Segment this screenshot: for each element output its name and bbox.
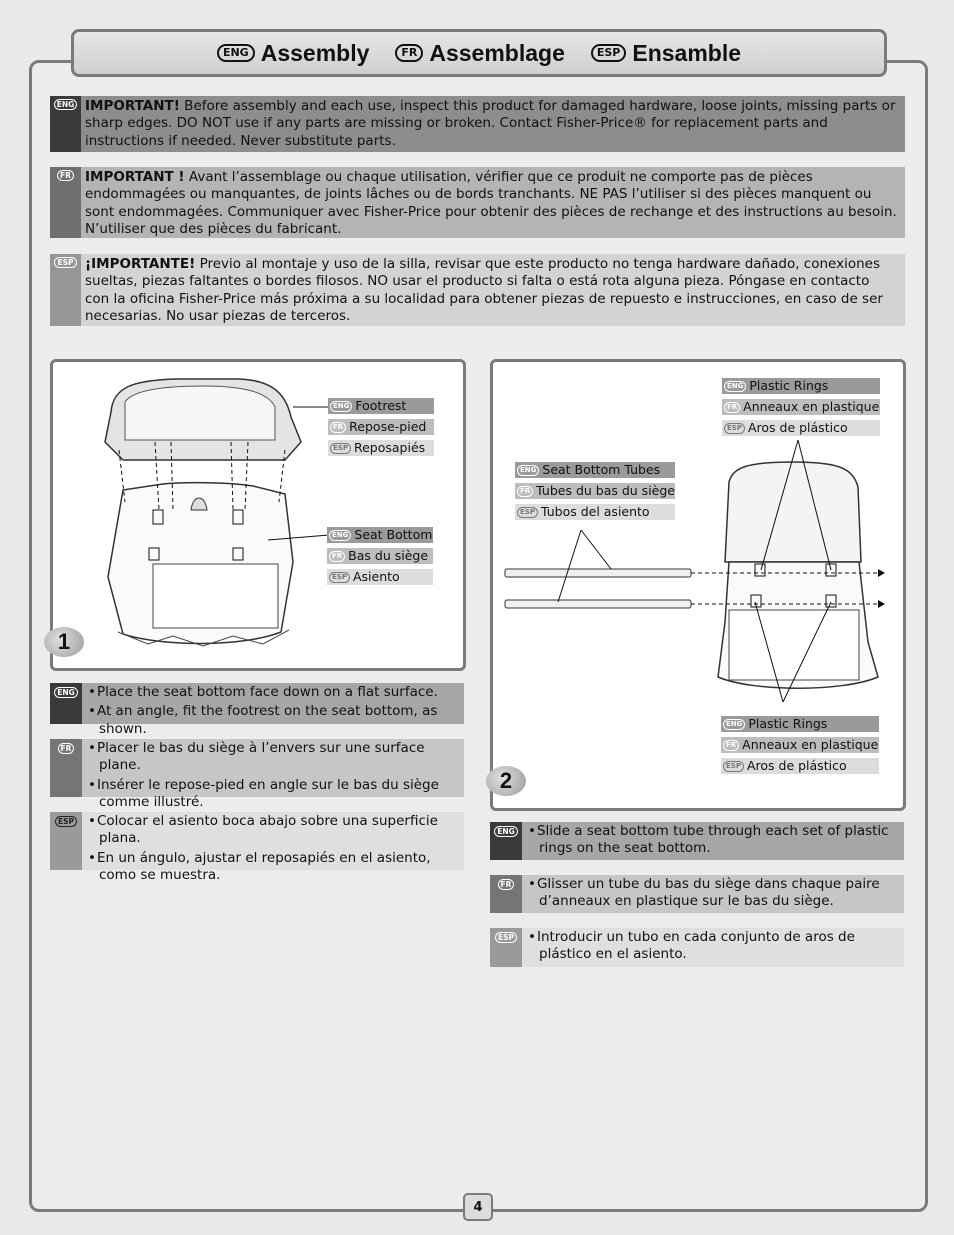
title-text: Assembly xyxy=(260,39,370,66)
warning-lead: IMPORTANT! xyxy=(85,98,180,114)
eng-language-icon: ENG xyxy=(723,719,745,730)
seat-bottom-label-esp xyxy=(327,569,433,585)
label-text: Repose-pied xyxy=(349,419,427,434)
esp-language-icon: ESP xyxy=(330,443,351,454)
warning-text: Previo al montaje y uso de la silla, revisar que este producto no tenga hardware dañado, conexiones sueltas, piezas faltantes o bordes filosos. NO usar el producto si falta o está rota alguna pieza. Póngase en contacto con la oficina Fisher-Price más próxima a su localidad para obtener piezas de repuesto e instrucciones, en caso de ser necesarias. No usar piezas de terceros. xyxy=(85,256,883,324)
label-text: Tubes du bas du siège xyxy=(536,483,675,498)
fr-language-icon: FR xyxy=(498,879,515,890)
instruction-bullet: • Slide a seat bottom tube through each set of plastic rings on the seat bottom. xyxy=(528,823,898,858)
eng-language-icon: ENG xyxy=(330,401,352,412)
warning-esp xyxy=(50,254,905,326)
footrest-label-fr xyxy=(328,419,434,435)
label-text: Aros de plástico xyxy=(747,420,848,435)
warning-text: Before assembly and each use, inspect this product for damaged hardware, loose joints, missing parts or sharp edges. DO NOT use if any parts are missing or broken. Contact Fisher-Price® for replacement parts and instructions if needed. Never substitute parts. xyxy=(85,98,896,149)
esp-language-icon: ESP xyxy=(54,257,76,268)
label-text: Aros de plástico xyxy=(746,758,847,773)
label-text: Footrest xyxy=(355,398,407,413)
fr-language-icon: FR xyxy=(330,422,346,433)
instruction-bullet: • Place the seat bottom face down on a flat surface. xyxy=(88,684,458,701)
footrest-label-eng xyxy=(328,398,434,414)
label-text: Bas du siège xyxy=(348,548,429,563)
label-text: Tubos del asiento xyxy=(540,504,650,519)
page-title-bar xyxy=(71,29,887,77)
seat-bottom-label-eng xyxy=(327,527,433,543)
eng-language-icon: ENG xyxy=(54,99,78,110)
eng-language-icon: ENG xyxy=(724,381,746,392)
plastic-rings-label-fr xyxy=(722,399,880,415)
instruction-bullet: • Insérer le repose-pied en angle sur le bas du siège comme illustré. xyxy=(88,777,458,812)
label-text: Anneaux en plastique xyxy=(743,399,880,414)
title-text: Assemblage xyxy=(429,39,565,66)
step-number-2: 2 xyxy=(486,766,526,796)
fr-language-icon: FR xyxy=(517,486,533,497)
esp-language-icon: ESP xyxy=(495,932,517,943)
instruction-bullet: • Colocar el asiento boca abajo sobre una superficie plana. xyxy=(88,813,458,848)
eng-language-icon: ENG xyxy=(54,687,78,698)
warning-text: Avant l’assemblage ou chaque utilisation, vérifier que ce produit ne comporte pas de pièces endommagées ou manquantes, de joints lâches ou de bords tranchants. NE PAS l’utiliser si des pièces manquent ou sont endommagées. Communiquer avec Fisher-Price pour obtenir des pièces de rechange et des instructions au besoin. N’utiliser que des pièces du fabricant. xyxy=(85,169,897,237)
warning-lead: ¡IMPORTANTE! xyxy=(85,256,196,272)
esp-language-icon: ESP xyxy=(591,44,627,62)
fr-language-icon: FR xyxy=(724,402,740,413)
seat-tubes-label-fr xyxy=(515,483,675,499)
fr-language-icon: FR xyxy=(329,551,345,562)
instruction-bullet: • Introducir un tubo en cada conjunto de aros de plástico en el asiento. xyxy=(528,929,898,964)
step2-instructions-fr xyxy=(490,875,904,913)
fr-language-icon: FR xyxy=(58,743,75,754)
footrest-label-esp xyxy=(328,440,434,456)
plastic-rings-bottom-label-esp xyxy=(721,758,879,774)
plastic-rings-label-esp xyxy=(722,420,880,436)
label-text: Anneaux en plastique xyxy=(742,737,879,752)
warning-lead: IMPORTANT ! xyxy=(85,169,185,185)
label-text: Asiento xyxy=(352,569,400,584)
label-text: Plastic Rings xyxy=(749,378,829,393)
esp-language-icon: ESP xyxy=(55,816,77,827)
step2-instructions-eng xyxy=(490,822,904,860)
seat-bottom-label-fr xyxy=(327,548,433,564)
step1-illustration-panel xyxy=(50,359,466,671)
step1-instructions-eng xyxy=(50,683,464,737)
step2-illustration-panel xyxy=(490,359,906,811)
label-text: Plastic Rings xyxy=(748,716,828,731)
eng-language-icon: ENG xyxy=(494,826,518,837)
eng-language-icon: ENG xyxy=(217,44,255,62)
page-number: 4 xyxy=(463,1193,493,1221)
warning-fr xyxy=(50,167,905,238)
esp-language-icon: ESP xyxy=(723,761,744,772)
eng-language-icon: ENG xyxy=(517,465,539,476)
esp-language-icon: ESP xyxy=(724,423,745,434)
instruction-bullet: • Placer le bas du siège à l’envers sur une surface plane. xyxy=(88,740,458,775)
label-text: Reposapiés xyxy=(353,440,426,455)
seat-tubes-label-eng xyxy=(515,462,675,478)
fr-language-icon: FR xyxy=(57,170,74,181)
plastic-rings-bottom-label-eng xyxy=(721,716,879,732)
esp-language-icon: ESP xyxy=(329,572,350,583)
label-text: Seat Bottom Tubes xyxy=(542,462,661,477)
esp-language-icon: ESP xyxy=(517,507,538,518)
step1-instructions-fr xyxy=(50,739,464,810)
fr-language-icon: FR xyxy=(395,44,423,62)
title-eng xyxy=(217,40,369,67)
title-fr xyxy=(395,40,565,67)
fr-language-icon: FR xyxy=(723,740,739,751)
step2-instructions-esp xyxy=(490,928,904,967)
step1-instructions-esp xyxy=(50,812,464,883)
warning-eng xyxy=(50,96,905,152)
title-esp xyxy=(591,40,741,67)
step-number-1: 1 xyxy=(44,627,84,657)
plastic-rings-bottom-label-fr xyxy=(721,737,879,753)
instruction-bullet: • En un ángulo, ajustar el reposapiés en el asiento, como se muestra. xyxy=(88,850,458,885)
label-text: Seat Bottom xyxy=(354,527,433,542)
seat-tubes-label-esp xyxy=(515,504,675,520)
title-text: Ensamble xyxy=(632,39,742,66)
instruction-bullet: • At an angle, fit the footrest on the seat bottom, as shown. xyxy=(88,703,458,738)
plastic-rings-label-eng xyxy=(722,378,880,394)
instruction-bullet: • Glisser un tube du bas du siège dans chaque paire d’anneaux en plastique sur le bas du siège. xyxy=(528,876,898,911)
eng-language-icon: ENG xyxy=(329,530,351,541)
